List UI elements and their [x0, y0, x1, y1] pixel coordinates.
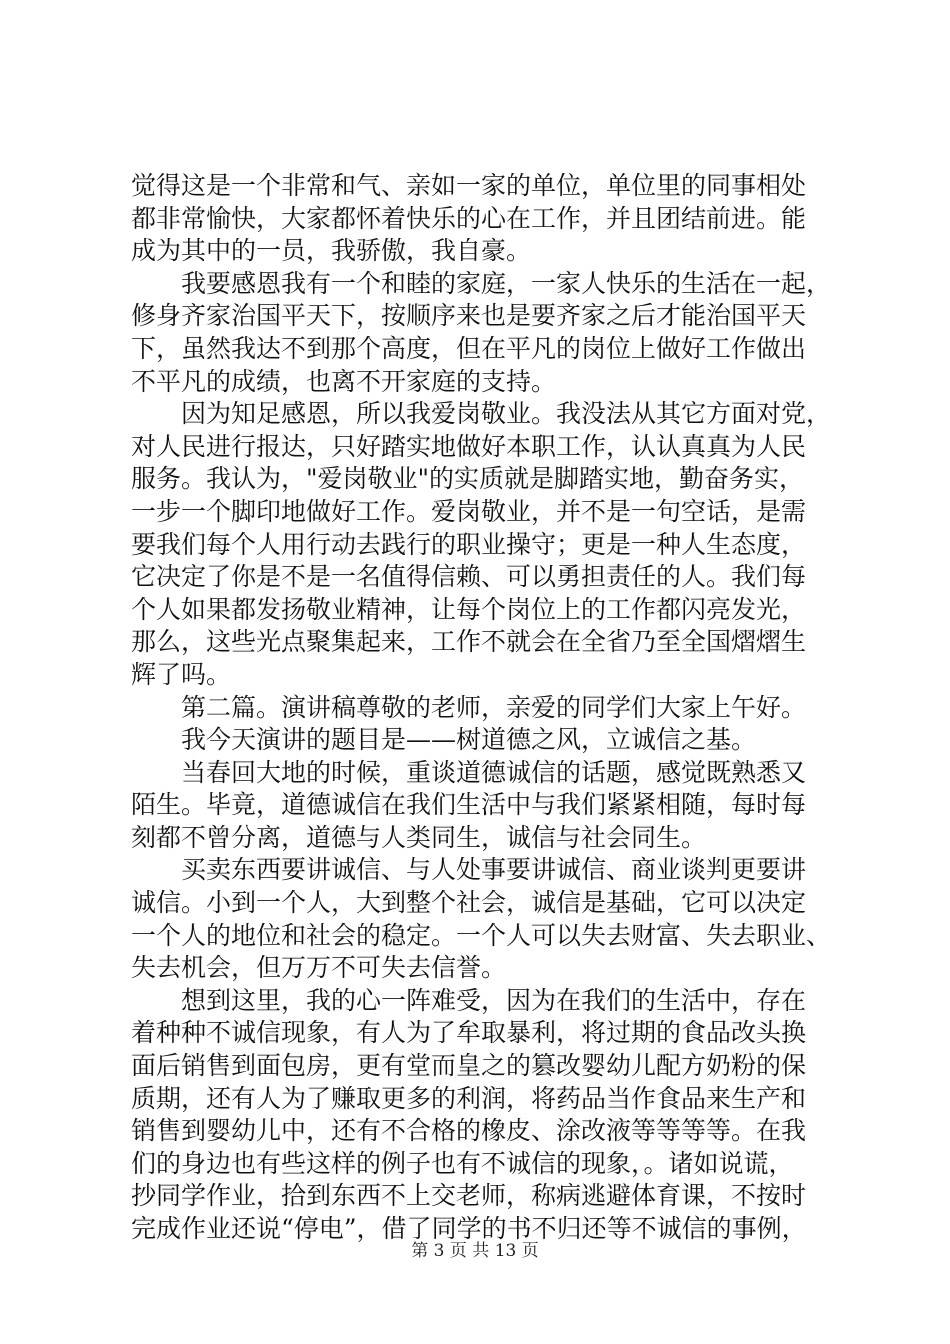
text-line: 觉得这是一个非常和气、亲如一家的单位，单位里的同事相处 — [131, 171, 807, 200]
text-line: 诚信。小到一个人，大到整个社会，诚信是基础，它可以决定 — [131, 888, 807, 918]
text-line: 完成作业还说“停电”，借了同学的书不归还等不诚信的事例， — [131, 1214, 807, 1243]
text-line: 辉了吗。 — [131, 659, 232, 689]
text-line: 失去机会，但万万不可失去信誉。 — [131, 953, 507, 983]
text-line: 对人民进行报达，只好踏实地做好本职工作，认认真真为人民 — [131, 431, 807, 461]
text-line: 陌生。毕竟，道德诚信在我们生活中与我们紧紧相随，每时每 — [131, 790, 807, 820]
text-line: 当春回大地的时候，重谈道德诚信的话题，感觉既熟悉又 — [181, 757, 807, 787]
text-line: 要我们每个人用行动去践行的职业操守；更是一种人生态度， — [131, 529, 807, 559]
text-line: 它决定了你是不是一名值得信赖、可以勇担责任的人。我们每 — [131, 562, 807, 592]
document-body — [131, 170, 831, 1246]
text-line: 我要感恩我有一个和睦的家庭，一家人快乐的生活在一起， — [181, 268, 832, 298]
text-line: 修身齐家治国平天下，按顺序来也是要齐家之后才能治国平天 — [131, 301, 807, 331]
text-line: 刻都不曾分离，道德与人类同生，诚信与社会同生。 — [131, 822, 707, 852]
page-footer: 第 3 页 共 13 页 — [411, 1241, 539, 1261]
text-line: 第二篇。演讲稿尊敬的老师，亲爱的同学们大家上午好。 — [181, 692, 807, 722]
text-line: 们的身边也有些这样的例子也有不诚信的现象，。诸如说谎， — [131, 1148, 794, 1178]
text-line: 个人如果都发扬敬业精神，让每个岗位上的工作都闪亮发光， — [131, 594, 807, 624]
text-line: 那么，这些光点聚集起来，工作不就会在全省乃至全国熠熠生 — [131, 627, 807, 657]
text-line: 销售到婴幼儿中，还有不合格的橡皮、涂改液等等等等。在我 — [131, 1116, 807, 1146]
text-line: 下，虽然我达不到那个高度，但在平凡的岗位上做好工作做出 — [131, 333, 807, 363]
text-line: 买卖东西要讲诚信、与人处事要讲诚信、商业谈判更要讲 — [181, 855, 807, 885]
text-line: 想到这里，我的心一阵难受，因为在我们的生活中，存在 — [181, 985, 807, 1015]
text-line: 面后销售到面包房，更有堂而皇之的篡改婴幼儿配方奶粉的保 — [131, 1051, 807, 1081]
text-line: 抄同学作业，拾到东西不上交老师，称病逃避体育课，不按时 — [131, 1181, 807, 1211]
text-line: 质期，还有人为了赚取更多的利润，将药品当作食品来生产和 — [131, 1083, 807, 1113]
text-line: 服务。我认为，"爱岗敬业"的实质就是脚踏实地，勤奋务实， — [131, 464, 805, 494]
text-line: 因为知足感恩，所以我爱岗敬业。我没法从其它方面对党， — [181, 399, 832, 429]
text-line: 一个人的地位和社会的稳定。一个人可以失去财富、失去职业、 — [131, 920, 832, 950]
text-line: 不平凡的成绩，也离不开家庭的支持。 — [131, 366, 557, 396]
text-line: 一步一个脚印地做好工作。爱岗敬业，并不是一句空话，是需 — [131, 496, 807, 526]
text-line: 我今天演讲的题目是——树道德之风，立诚信之基。 — [181, 725, 757, 755]
text-line: 成为其中的一员，我骄傲，我自豪。 — [131, 236, 532, 266]
text-line: 都非常愉快，大家都怀着快乐的心在工作，并且团结前进。能 — [131, 203, 807, 233]
text-line: 着种种不诚信现象，有人为了牟取暴利，将过期的食品改头换 — [131, 1018, 807, 1048]
